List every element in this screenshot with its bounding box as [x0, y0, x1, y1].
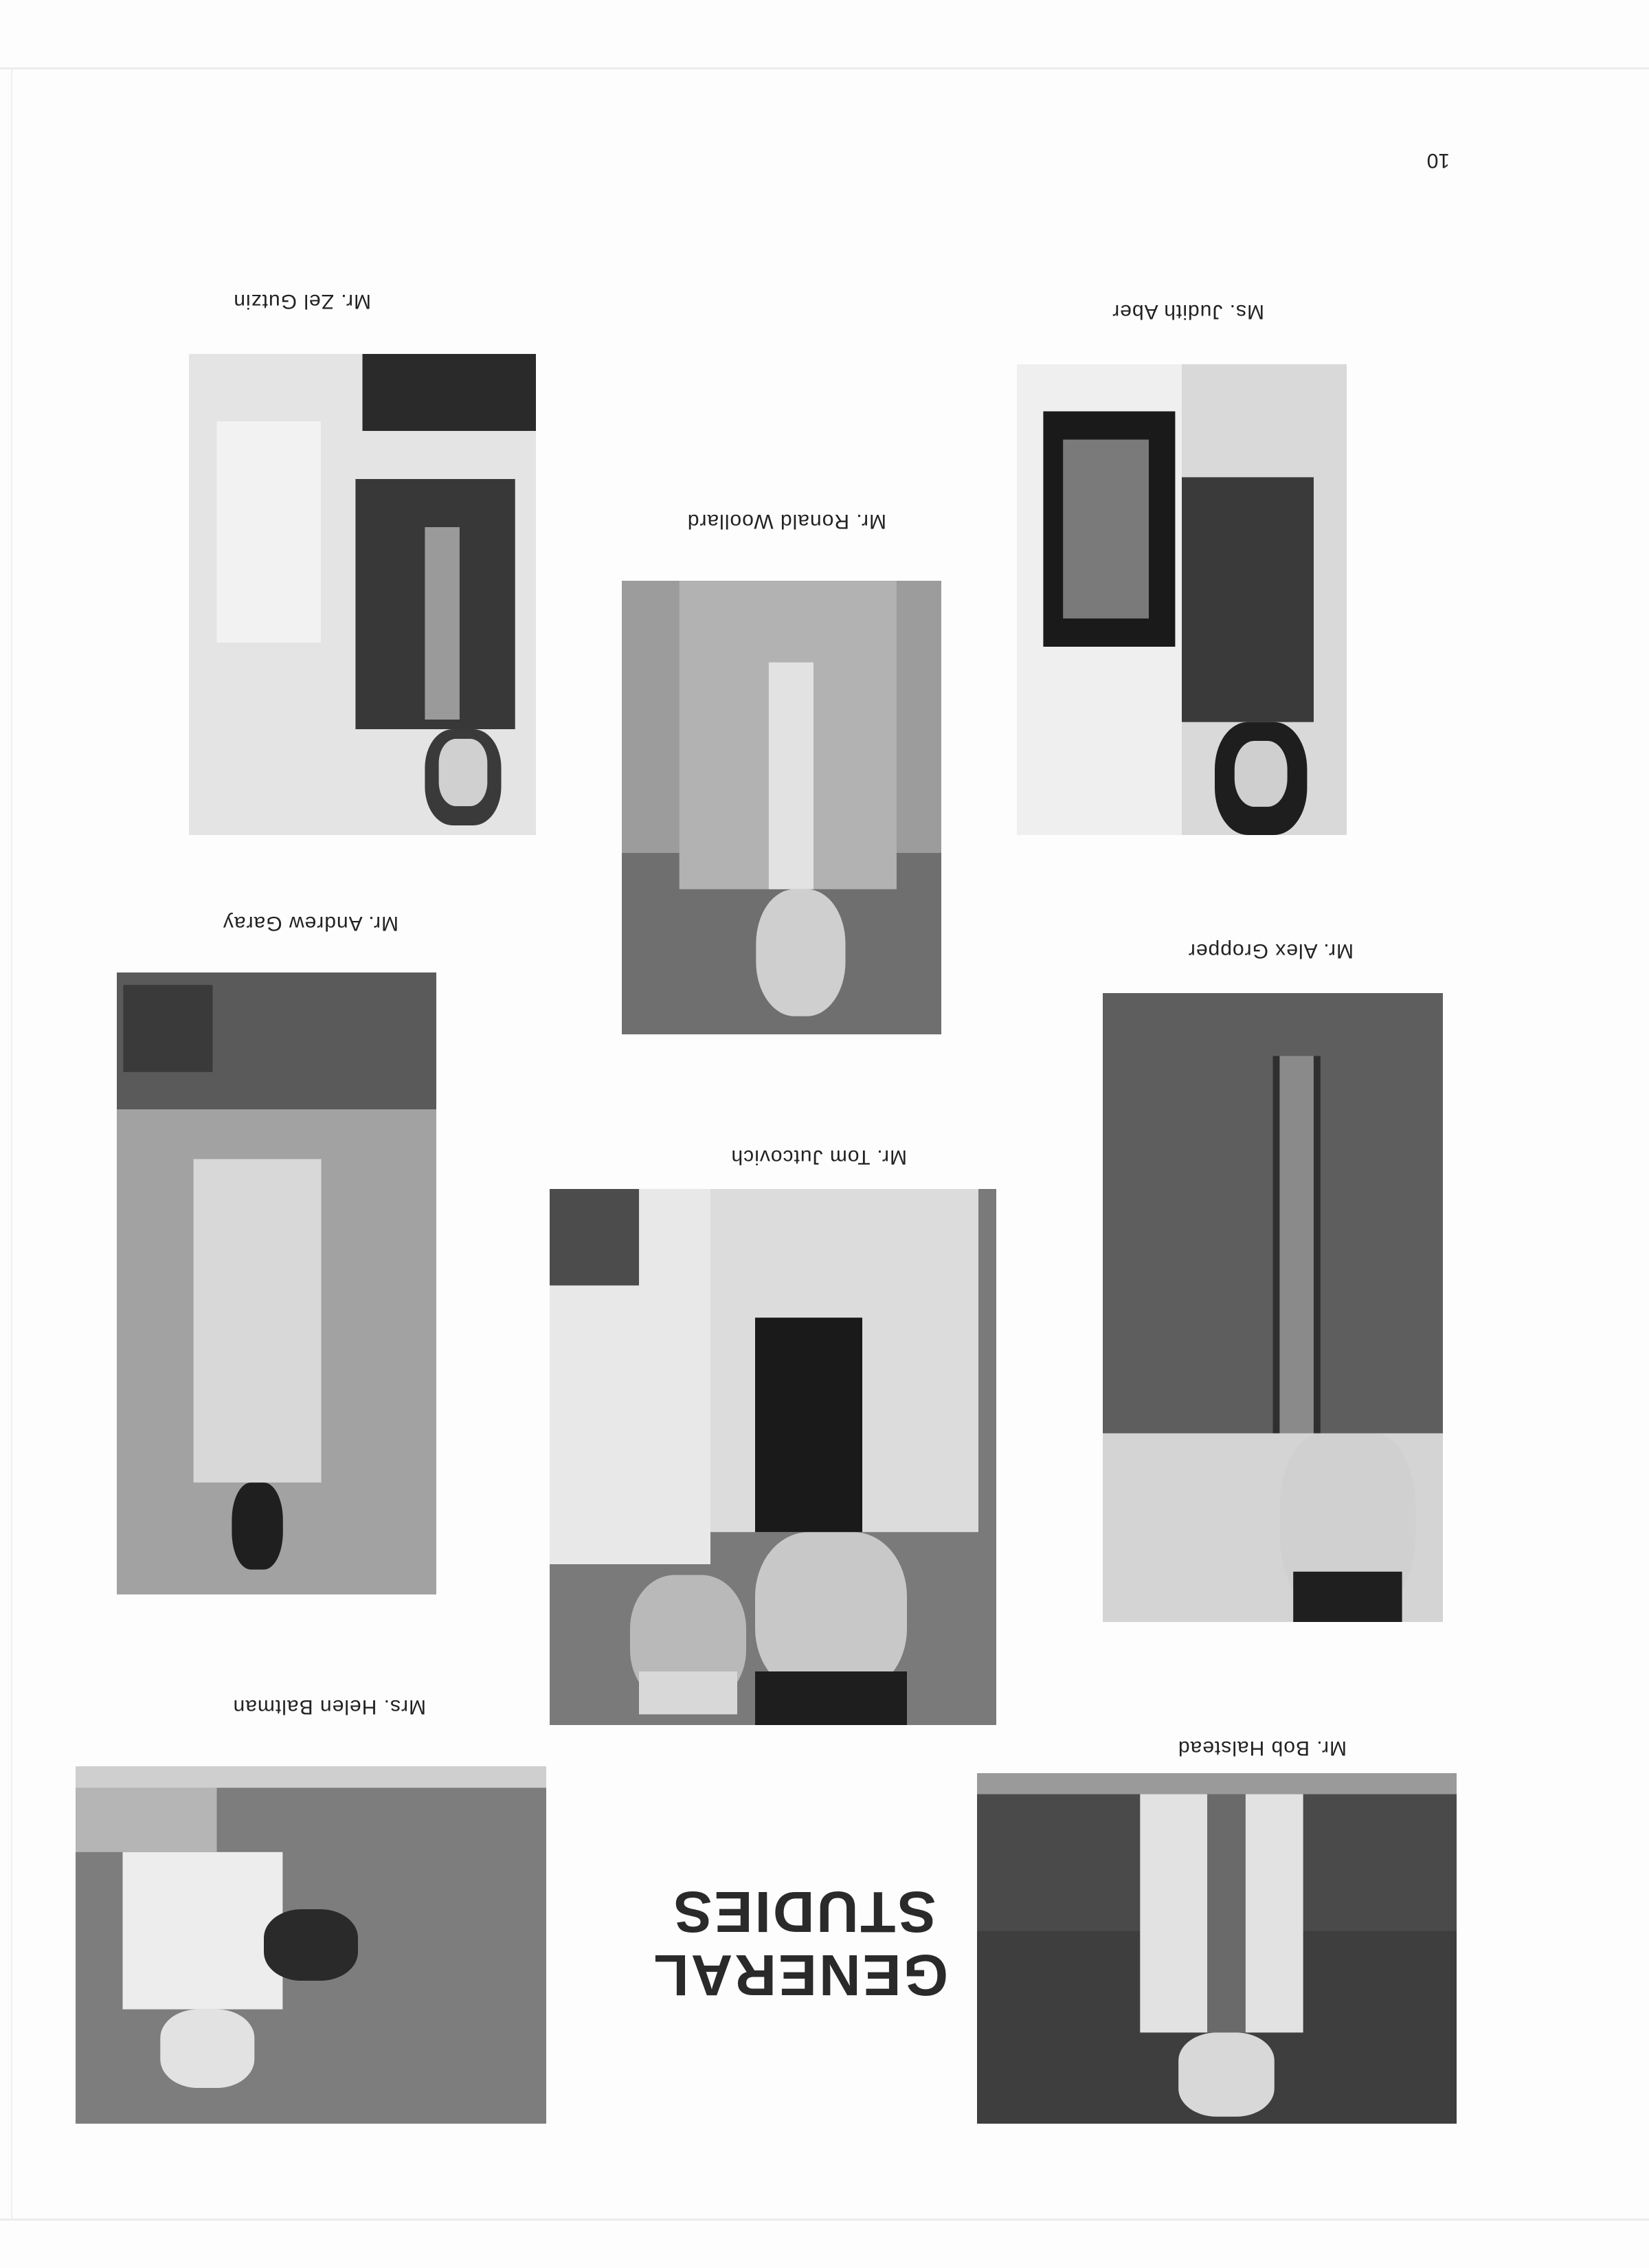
photo-zel-gutzin [189, 354, 536, 835]
caption-zel-gutzin: Mr. Zel Gutzin [233, 290, 371, 313]
caption-judith-aber: Ms. Judith Aber [1112, 300, 1264, 323]
photo-tom-jutcovich [550, 1189, 996, 1725]
caption-andrew-garay: Mr. Andrew Garay [222, 912, 399, 935]
section-title-line1: GENERAL [651, 1943, 948, 2008]
photo-bob-halstead [977, 1773, 1457, 2124]
photo-ronald-woollard [622, 581, 941, 1034]
section-title [651, 1880, 948, 2008]
photo-alex-gropper [1103, 993, 1443, 1622]
photo-andrew-garay [117, 972, 436, 1594]
caption-bob-halstead: Mr. Bob Halstead [1177, 1737, 1347, 1759]
caption-helen-baltman: Mrs. Helen Baltman [232, 1696, 426, 1718]
page-number: 10 [1426, 149, 1450, 172]
caption-tom-jutcovich: Mr. Tom Jutcovich [730, 1146, 907, 1168]
caption-ronald-woollard: Mr. Ronald Woollard [686, 510, 886, 533]
photo-helen-baltman [76, 1766, 546, 2124]
photo-judith-aber [1017, 364, 1347, 835]
caption-alex-gropper: Mr. Alex Gropper [1187, 940, 1354, 962]
section-title-line2: STUDIES [671, 1880, 936, 1944]
